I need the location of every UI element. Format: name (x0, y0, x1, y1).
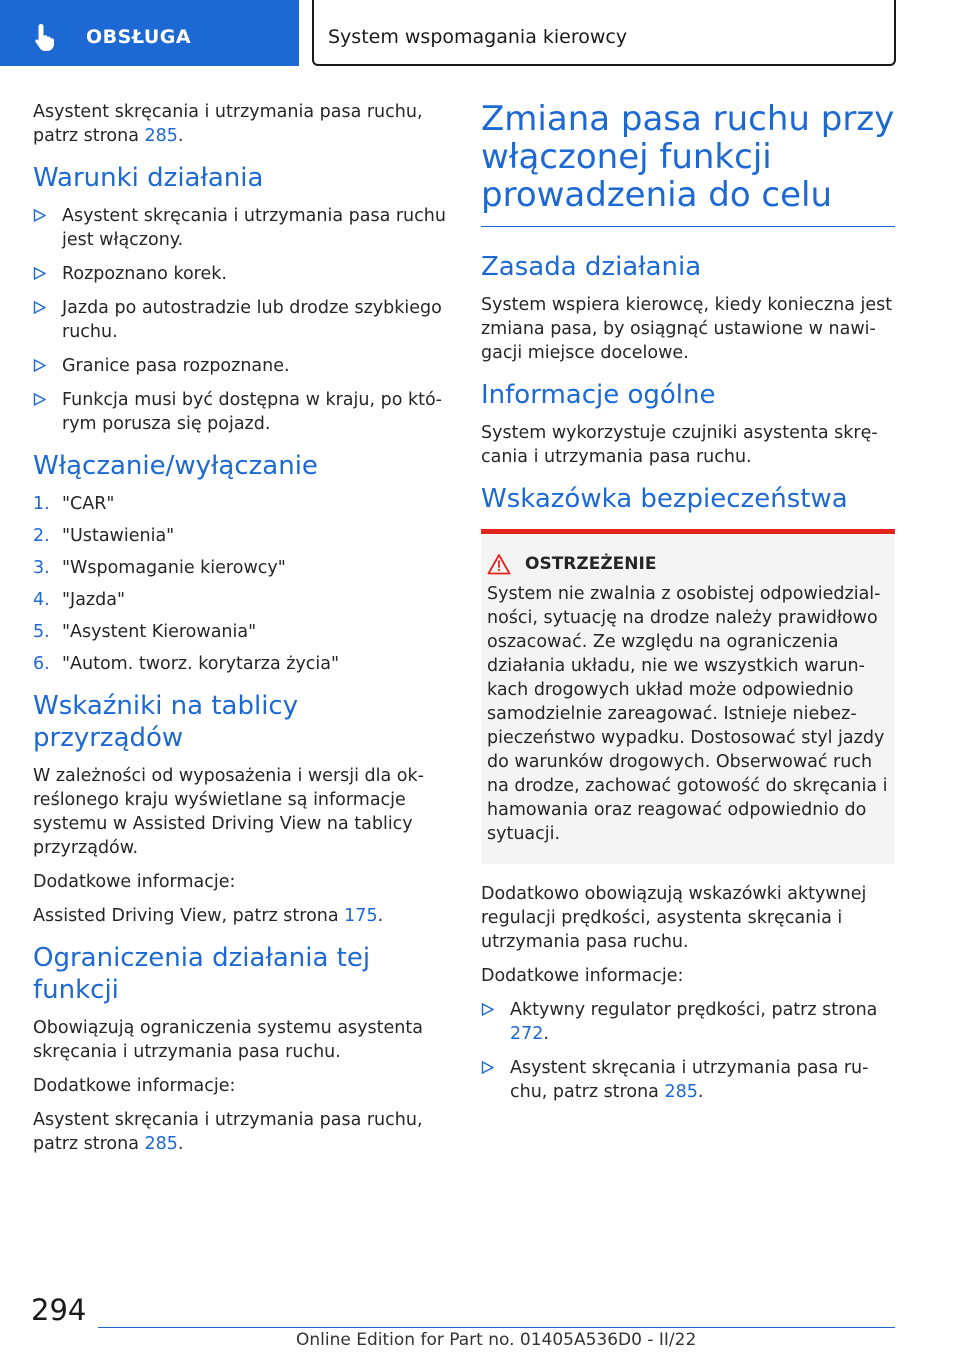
main-heading: Zmiana pasa ruchu przy włączonej funkcji prowadzenia do celu (481, 99, 895, 215)
principle-paragraph: System wspiera kierowcę, kiedy konieczna jest zmiana pasa, by osiągnąć ustawione w nawigacji miejsce docelowe. (481, 295, 893, 363)
toggle-heading: Włączanie/wyłączanie (33, 451, 318, 481)
list-item: Asystent skręcania i utrzymania pasa ruchu, patrz strona 285. (481, 1056, 895, 1104)
step-item (33, 556, 447, 580)
list-item: Asystent skręcania i utrzymania pasa ruchu jest włączony. (33, 204, 447, 252)
page-number: 294 (31, 1293, 87, 1327)
triangle-bullet-icon (33, 301, 46, 314)
general-paragraph: System wykorzystuje czujniki asystenta skręcania i utrzymania pasa ruchu. (481, 423, 878, 467)
step-item (33, 524, 447, 548)
limits-paragraph: Obowiązują ograniczenia systemu asystenta skręcania i utrzymania pasa ruchu. (33, 1018, 423, 1062)
conditions-list (33, 204, 447, 436)
references-list (481, 998, 895, 1104)
step-item (33, 652, 447, 676)
page-link[interactable]: 285 (664, 1082, 698, 1102)
list-item: Aktywny regulator prędkości, patrz strona 272. (481, 998, 895, 1046)
limits-reference: Asystent skręcania i utrzymania pasa ruchu, patrz strona 285. (33, 1110, 423, 1154)
triangle-bullet-icon (481, 1061, 494, 1074)
warning-title: OSTRZEŻENIE (525, 554, 657, 574)
indicators-reference: Assisted Driving View, patrz strona 175. (33, 906, 384, 926)
step-number: 1. (33, 494, 50, 514)
step-item (33, 492, 447, 516)
step-number: 4. (33, 590, 50, 610)
page-link[interactable]: 272 (510, 1024, 544, 1044)
page-link[interactable]: 285 (144, 126, 178, 146)
warning-triangle-icon (487, 553, 511, 575)
section-tab-label: OBSŁUGA (86, 26, 192, 48)
limits-more-label: Dodatkowe informacje: (33, 1076, 236, 1096)
intro-paragraph: Asystent skręcania i utrzymania pasa ruchu, patrz strona 285. (33, 102, 423, 146)
step-text: "Ustawienia" (62, 526, 175, 546)
more-label: Dodatkowe informacje: (481, 966, 684, 986)
principle-heading: Zasada działania (481, 252, 702, 282)
indicators-paragraph: W zależności od wyposażenia i wersji dla określonego kraju wyświetlane są informacje systemu w Assisted Driving View na tablicy przyrządów. (33, 766, 424, 858)
indicators-more-label: Dodatkowe informacje: (33, 872, 236, 892)
indicators-heading: Wskaźniki na tablicy przyrządów (33, 691, 299, 753)
conditions-heading: Warunki działania (33, 163, 264, 193)
list-item: Granice pasa rozpoznane. (33, 354, 447, 378)
triangle-bullet-icon (33, 267, 46, 280)
warning-text: System nie zwalnia z osobistej odpowiedzialności, sytuację na drodze należy prawidłowo oszacować. Ze względu na ograniczenia działania układu, nie we wszystkich warunkach drogowych układ może odpowiednio samodzielnie zareagować. Istnieje niebezpieczeństwo wypadku. Dostosować styl jazdy do warunków drogowych. Obserwować ruch na drodze, zachować gotowość do skręcania i hamowania oraz reagować odpowiednio do sytuacji. (487, 584, 888, 844)
left-column (33, 100, 447, 1166)
chapter-header (312, 0, 896, 66)
step-number: 3. (33, 558, 50, 578)
step-number: 5. (33, 622, 50, 642)
step-number: 6. (33, 654, 50, 674)
step-item (33, 588, 447, 612)
limits-heading: Ograniczenia działania tej funkcji (33, 943, 371, 1005)
page-link[interactable]: 175 (344, 906, 378, 926)
triangle-bullet-icon (481, 1003, 494, 1016)
edition-note: Online Edition for Part no. 01405A536D0 - II/22 (296, 1330, 697, 1350)
step-text: "Asystent Kierowania" (62, 622, 257, 642)
chapter-title: System wspomagania kierowcy (328, 26, 628, 48)
step-text: "Jazda" (62, 590, 126, 610)
step-text: "Autom. tworz. korytarza życia" (62, 654, 340, 674)
triangle-bullet-icon (33, 209, 46, 222)
list-item: Jazda po autostradzie lub drodze szybkiego ruchu. (33, 296, 447, 344)
general-heading: Informacje ogólne (481, 380, 716, 410)
list-item: Funkcja musi być dostępna w kraju, po którym porusza się pojazd. (33, 388, 447, 436)
triangle-bullet-icon (33, 393, 46, 406)
list-item: Rozpoznano korek. (33, 262, 447, 286)
step-text: "CAR" (62, 494, 115, 514)
page-link[interactable]: 285 (144, 1134, 178, 1154)
warning-header (487, 552, 888, 576)
heading-divider (481, 226, 895, 227)
warning-box (481, 529, 895, 864)
steps-list (33, 492, 447, 676)
section-tab (0, 0, 299, 66)
right-column (481, 100, 895, 1118)
safety-heading: Wskazówka bezpieczeństwa (481, 484, 848, 514)
triangle-bullet-icon (33, 359, 46, 372)
after-paragraph: Dodatkowo obowiązują wskazówki aktywnej regulacji prędkości, asystenta skręcania i utrzymania pasa ruchu. (481, 884, 867, 952)
hand-pointer-icon (34, 22, 66, 52)
footer-divider (98, 1327, 895, 1328)
step-item (33, 620, 447, 644)
step-number: 2. (33, 526, 50, 546)
step-text: "Wspomaganie kierowcy" (62, 558, 286, 578)
